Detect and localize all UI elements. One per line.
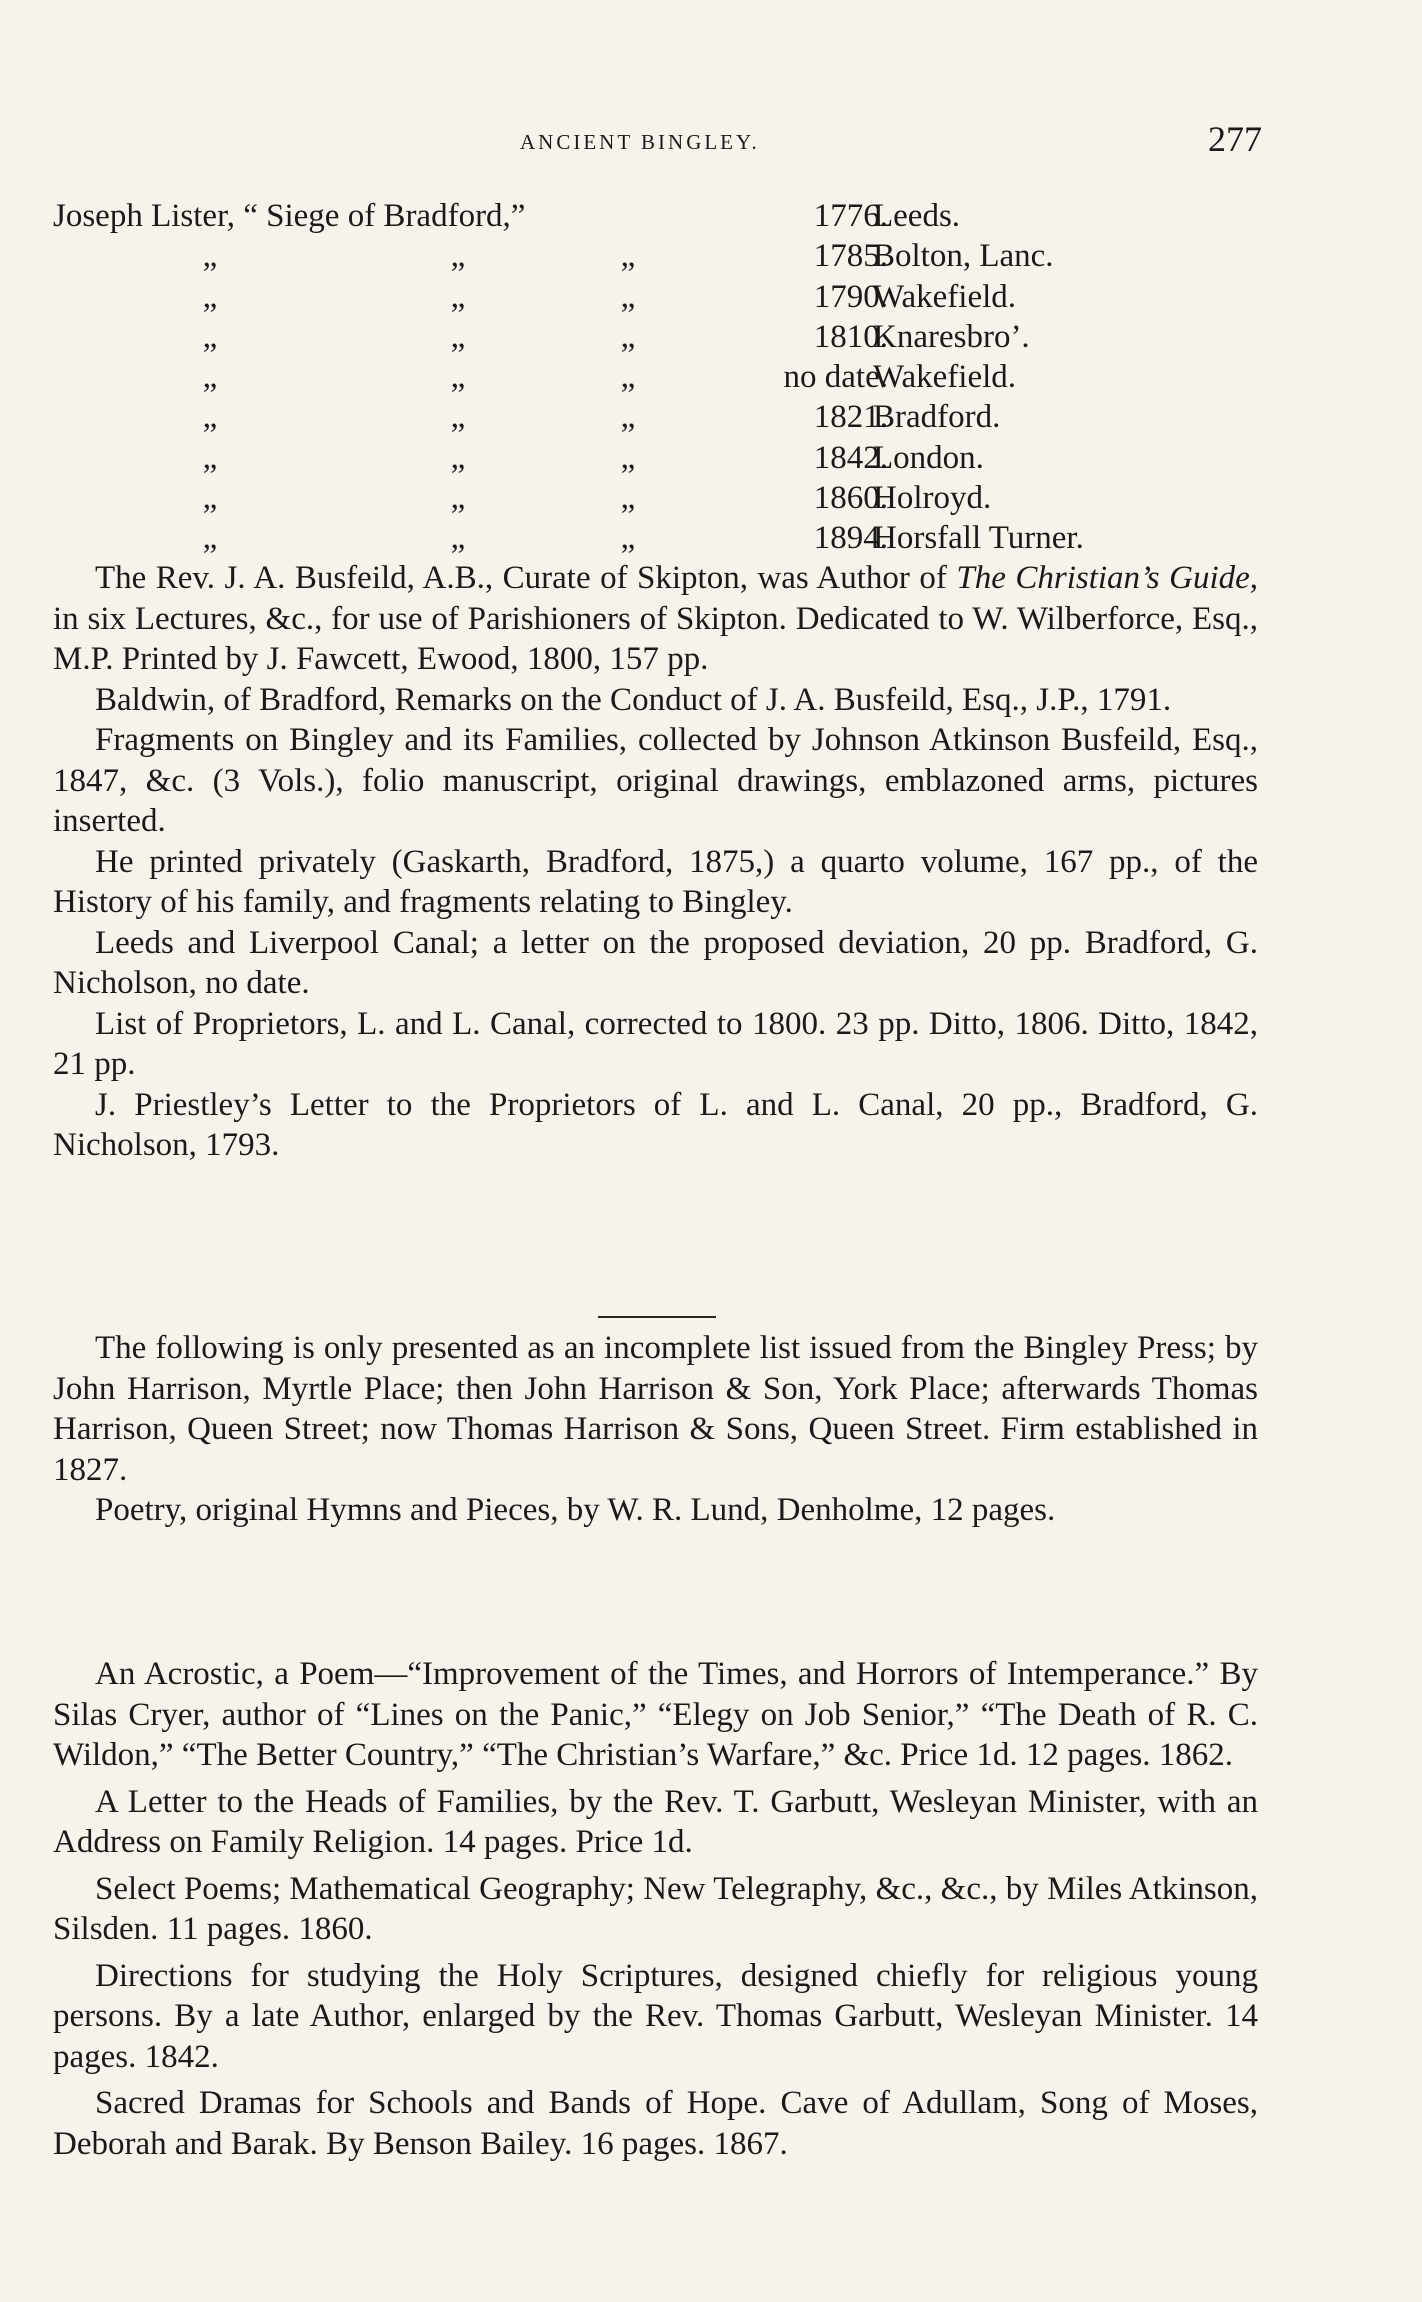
ditto-mark: „ [202, 399, 218, 436]
entry-acrostic: An Acrostic, a Poem—“Improvement of the Times, and Horrors of Intemperance.” By Silas Cryer, author of “Lines on the Panic,” “Elegy on Job Senior,” “The Death of R. C. Wildon,” “The Better Country,” “The Christian’s Warfare,” &c. Price 1d. 12 pages. 1862. [53, 1656, 1258, 1773]
ditto-mark: „ [450, 520, 466, 557]
edition-year: 1776. [813, 198, 888, 234]
edition-place: Knaresbro’. [873, 318, 1030, 355]
edition-place: Wakefield. [873, 359, 1017, 396]
edition-place: Bradford. [873, 399, 1001, 436]
book-title: The Christian’s Guide, [956, 560, 1259, 596]
ditto-mark: „ [620, 318, 636, 355]
entry-sacred-dramas: Sacred Dramas for Schools and Bands of Hope. Cave of Adullam, Song of Moses, Deborah and Barak. By Benson Bailey. 16 pages. 1867. [53, 2085, 1258, 2162]
entry-canal-letter: Leeds and Liverpool Canal; a letter on the proposed deviation, 20 pp. Bradford, G. Nicholson, no date. [53, 924, 1258, 1001]
entry-fragments: Fragments on Bingley and its Families, collected by Johnson Atkinson Busfeild, Esq., 1847, &c. (3 Vols.), folio manuscript, original drawings, emblazoned arms, pictures inserted. [53, 722, 1258, 839]
bibliography-entries [53, 558, 1258, 1166]
ditto-mark: „ [620, 278, 636, 315]
ditto-mark: „ [202, 359, 218, 396]
edition-row [53, 438, 1258, 478]
entry-busfeild-guide [53, 558, 1258, 680]
ditto-mark: „ [620, 238, 636, 275]
entry-proprietors-list: List of Proprietors, L. and L. Canal, corrected to 1800. 23 pp. Ditto, 1806. Ditto, 1842, 21 pp. [53, 1005, 1258, 1082]
ditto-mark: „ [202, 318, 218, 355]
edition-row [53, 236, 1258, 276]
entry-following-intro: The following is only presented as an incomplete list issued from the Bingley Press; by John Harrison, Myrtle Place; then John Harrison & Son, York Place; afterwards Thomas Harrison, Queen Street; now Thomas Harrison & Sons, Queen Street. Firm established in 1827. [53, 1330, 1258, 1488]
edition-year: 1785. [813, 238, 888, 275]
entry-priestley-letter: J. Priestley’s Letter to the Proprietors of L. and L. Canal, 20 pp., Bradford, G. Nicholson, 1793. [53, 1086, 1258, 1163]
ditto-mark: „ [450, 399, 466, 436]
ditto-mark: „ [450, 278, 466, 315]
ditto-mark: „ [450, 359, 466, 396]
entry-poetry: Poetry, original Hymns and Pieces, by W. R. Lund, Denholme, 12 pages. [95, 1492, 1056, 1528]
edition-row [53, 317, 1258, 357]
edition-place: Horsfall Turner. [873, 520, 1084, 557]
bingley-press-entries [53, 1654, 1258, 2164]
ditto-mark: „ [450, 318, 466, 355]
ditto-mark: „ [202, 238, 218, 275]
ditto-mark: „ [450, 480, 466, 517]
ditto-mark: „ [620, 359, 636, 396]
ditto-mark: „ [202, 520, 218, 557]
ditto-mark: „ [202, 480, 218, 517]
edition-place: Wakefield. [873, 278, 1017, 315]
ditto-mark: „ [620, 399, 636, 436]
edition-year: 1821. [813, 399, 888, 436]
edition-year: 1810. [813, 318, 888, 355]
entry-select-poems: Select Poems; Mathematical Geography; New Telegraphy, &c., &c., by Miles Atkinson, Silsden. 11 pages. 1860. [53, 1870, 1258, 1947]
page-header [0, 118, 1422, 168]
edition-place: Holroyd. [873, 480, 992, 517]
lister-editions-list [53, 196, 1258, 559]
ditto-mark: „ [202, 439, 218, 476]
edition-year: 1860. [813, 480, 888, 517]
ditto-mark: „ [620, 520, 636, 557]
entry-text: The Rev. J. A. Busfeild, A.B., Curate of Skipton, was Author of [95, 560, 947, 596]
ditto-mark: „ [450, 439, 466, 476]
edition-place: Leeds. [873, 198, 961, 234]
bingley-press-intro [53, 1328, 1258, 1531]
page-number: 277 [1208, 119, 1262, 159]
edition-row [53, 277, 1258, 317]
ditto-mark: „ [450, 238, 466, 275]
entry-text: in six Lectures, &c., for use of Parishioners of Skipton. Dedicated to W. Wilberforce, Esq., M.P. Printed by J. Fawcett, Ewood, 1800, 157 pp. [53, 600, 1258, 677]
ditto-mark: „ [620, 480, 636, 517]
edition-place: Bolton, Lanc. [873, 238, 1054, 275]
ditto-mark: „ [202, 278, 218, 315]
edition-year: no date. [783, 359, 888, 396]
entry-baldwin: Baldwin, of Bradford, Remarks on the Conduct of J. A. Busfeild, Esq., J.P., 1791. [95, 681, 1172, 718]
ditto-mark: „ [620, 439, 636, 476]
edition-row [53, 397, 1258, 437]
edition-year: 1894. [813, 520, 888, 557]
edition-lead: Joseph Lister, “ Siege of Bradford,” [53, 198, 526, 234]
section-divider [598, 1316, 716, 1318]
edition-row [53, 357, 1258, 397]
edition-year: 1790. [813, 278, 888, 315]
entry-letter-heads: A Letter to the Heads of Families, by the Rev. T. Garbutt, Wesleyan Minister, with an Address on Family Religion. 14 pages. Price 1d. [53, 1783, 1258, 1860]
edition-place: London. [873, 439, 984, 476]
edition-row [53, 196, 1258, 236]
edition-row [53, 478, 1258, 518]
entry-printed-privately: He printed privately (Gaskarth, Bradford, 1875,) a quarto volume, 167 pp., of the History of his family, and fragments relating to Bingley. [53, 843, 1258, 920]
running-head: ANCIENT BINGLEY. [520, 130, 760, 154]
edition-year: 1842. [813, 439, 888, 476]
edition-row [53, 518, 1258, 558]
entry-directions: Directions for studying the Holy Scriptures, designed chiefly for religious young persons. By a late Author, enlarged by the Rev. Thomas Garbutt, Wesleyan Minister. 14 pages. 1842. [53, 1957, 1258, 2075]
